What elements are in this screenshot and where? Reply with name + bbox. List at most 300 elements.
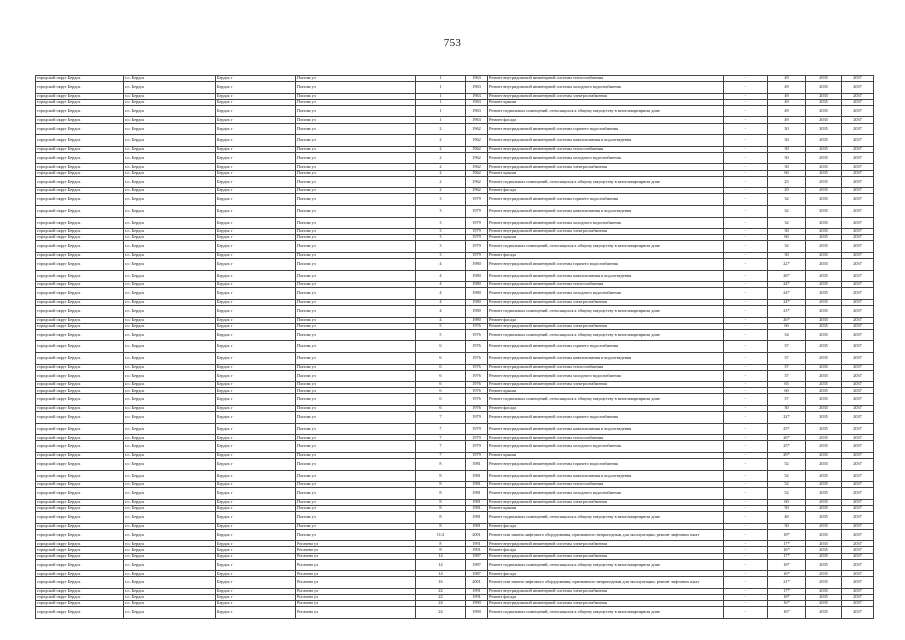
dash-cell: - bbox=[724, 423, 768, 435]
dash-cell: - bbox=[724, 105, 768, 117]
street-cell: Попова ул bbox=[296, 99, 416, 105]
district-cell: городской округ Бердск bbox=[36, 305, 124, 317]
street-cell: Попова ул bbox=[296, 305, 416, 317]
house-number-cell: 8 bbox=[416, 512, 466, 524]
end-year-cell: 2037 bbox=[842, 299, 874, 305]
settlement-cell: г.о. Бердск bbox=[124, 135, 216, 147]
settlement-cell: г.о. Бердск bbox=[124, 423, 216, 435]
start-year-cell: 2035 bbox=[806, 459, 842, 471]
build-year-cell: 1990 bbox=[466, 601, 488, 607]
dash-cell: - bbox=[724, 547, 768, 553]
end-year-cell: 2037 bbox=[842, 170, 874, 176]
town-cell: Бердск г bbox=[216, 595, 296, 601]
town-cell: Бердск г bbox=[216, 105, 296, 117]
cost-cell: 16* bbox=[768, 607, 806, 619]
start-year-cell: 2035 bbox=[806, 577, 842, 589]
town-cell: Бердск г bbox=[216, 523, 296, 529]
district-cell: городской округ Бердск bbox=[36, 547, 124, 553]
street-cell: Попова ул bbox=[296, 352, 416, 364]
build-year-cell: 1962 bbox=[466, 188, 488, 194]
street-cell: Попова ул bbox=[296, 152, 416, 164]
house-number-cell: 1 bbox=[416, 76, 466, 82]
dash-cell: - bbox=[724, 288, 768, 300]
cost-cell: 60 bbox=[768, 323, 806, 329]
end-year-cell: 2037 bbox=[842, 388, 874, 394]
work-type-cell: Ремонт внутридомовой инженерной системы холодного водоснабжения bbox=[488, 441, 724, 453]
start-year-cell: 2035 bbox=[806, 607, 842, 619]
street-cell: Рогачева ул bbox=[296, 553, 416, 559]
work-type-cell: Ремонт внутридомовой инженерной системы теплоснабжения bbox=[488, 364, 724, 370]
work-type-cell: Ремонт фасада bbox=[488, 571, 724, 577]
district-cell: городской округ Бердск bbox=[36, 329, 124, 341]
house-number-cell: 6 bbox=[416, 388, 466, 394]
house-number-cell: 2 bbox=[416, 170, 466, 176]
district-cell: городской округ Бердск bbox=[36, 76, 124, 82]
house-number-cell: 3 bbox=[416, 235, 466, 241]
start-year-cell: 2035 bbox=[806, 470, 842, 482]
dash-cell: - bbox=[724, 241, 768, 253]
district-cell: городской округ Бердск bbox=[36, 499, 124, 505]
street-cell: Попова ул bbox=[296, 82, 416, 94]
cost-cell: 16* bbox=[768, 547, 806, 553]
house-number-cell: 4 bbox=[416, 288, 466, 300]
district-cell: городской округ Бердск bbox=[36, 176, 124, 188]
build-year-cell: 1976 bbox=[466, 405, 488, 411]
house-number-cell: 6 bbox=[416, 394, 466, 406]
build-year-cell: 1979 bbox=[466, 235, 488, 241]
town-cell: Бердск г bbox=[216, 270, 296, 282]
build-year-cell: 1976 bbox=[466, 382, 488, 388]
build-year-cell: 1987 bbox=[466, 571, 488, 577]
settlement-cell: г.о. Бердск bbox=[124, 547, 216, 553]
cost-cell: 30 bbox=[768, 152, 806, 164]
town-cell: Бердск г bbox=[216, 571, 296, 577]
end-year-cell: 2037 bbox=[842, 99, 874, 105]
work-type-cell: Ремонт внутридомовой инженерной системы теплоснабжения bbox=[488, 282, 724, 288]
house-number-cell: 7 bbox=[416, 441, 466, 453]
end-year-cell: 2037 bbox=[842, 282, 874, 288]
build-year-cell: 2001 bbox=[466, 529, 488, 541]
start-year-cell: 2035 bbox=[806, 235, 842, 241]
build-year-cell: 1979 bbox=[466, 241, 488, 253]
build-year-cell: 1987 bbox=[466, 553, 488, 559]
district-cell: городской округ Бердск bbox=[36, 459, 124, 471]
settlement-cell: г.о. Бердск bbox=[124, 382, 216, 388]
end-year-cell: 2037 bbox=[842, 523, 874, 529]
street-cell: Попова ул bbox=[296, 170, 416, 176]
start-year-cell: 2035 bbox=[806, 352, 842, 364]
dash-cell: - bbox=[724, 506, 768, 512]
district-cell: городской округ Бердск bbox=[36, 317, 124, 323]
town-cell: Бердск г bbox=[216, 452, 296, 458]
table-row bbox=[36, 607, 874, 619]
dash-cell: - bbox=[724, 164, 768, 170]
cost-cell: 21* bbox=[768, 577, 806, 589]
build-year-cell: 1976 bbox=[466, 388, 488, 394]
build-year-cell: 1962 bbox=[466, 176, 488, 188]
town-cell: Бердск г bbox=[216, 117, 296, 123]
dash-cell: - bbox=[724, 388, 768, 394]
settlement-cell: г.о. Бердск bbox=[124, 176, 216, 188]
work-type-cell: Ремонт внутридомовой инженерной системы электроснабжения bbox=[488, 601, 724, 607]
end-year-cell: 2037 bbox=[842, 553, 874, 559]
table-row bbox=[36, 529, 874, 541]
dash-cell: - bbox=[724, 93, 768, 99]
work-type-cell: Ремонт подвальных помещений, относящихся к общему имуществу в многоквартирном доме bbox=[488, 241, 724, 253]
table-row bbox=[36, 176, 874, 188]
start-year-cell: 2035 bbox=[806, 595, 842, 601]
dash-cell: - bbox=[724, 252, 768, 258]
house-number-cell: 1 bbox=[416, 93, 466, 99]
table-row bbox=[36, 135, 874, 147]
work-type-cell: Ремонт внутридомовой инженерной системы холодного водоснабжения bbox=[488, 82, 724, 94]
settlement-cell: г.о. Бердск bbox=[124, 146, 216, 152]
settlement-cell: г.о. Бердск bbox=[124, 529, 216, 541]
settlement-cell: г.о. Бердск bbox=[124, 441, 216, 453]
town-cell: Бердск г bbox=[216, 217, 296, 229]
cost-cell: 20 bbox=[768, 188, 806, 194]
work-type-cell: Ремонт подвальных помещений, относящихся к общему имуществу в многоквартирном доме bbox=[488, 394, 724, 406]
table-row bbox=[36, 412, 874, 424]
settlement-cell: г.о. Бердск bbox=[124, 194, 216, 206]
build-year-cell: 1979 bbox=[466, 423, 488, 435]
work-type-cell: Ремонт крыши bbox=[488, 388, 724, 394]
street-cell: Попова ул bbox=[296, 499, 416, 505]
town-cell: Бердск г bbox=[216, 164, 296, 170]
end-year-cell: 2037 bbox=[842, 506, 874, 512]
cost-cell: 25 bbox=[768, 176, 806, 188]
build-year-cell: 1963 bbox=[466, 82, 488, 94]
settlement-cell: г.о. Бердск bbox=[124, 258, 216, 270]
settlement-cell: г.о. Бердск bbox=[124, 188, 216, 194]
town-cell: Бердск г bbox=[216, 607, 296, 619]
street-cell: Попова ул bbox=[296, 412, 416, 424]
town-cell: Бердск г bbox=[216, 559, 296, 571]
build-year-cell: 1980 bbox=[466, 305, 488, 317]
town-cell: Бердск г bbox=[216, 506, 296, 512]
district-cell: городской округ Бердск bbox=[36, 388, 124, 394]
dash-cell: - bbox=[724, 588, 768, 594]
town-cell: Бердск г bbox=[216, 299, 296, 305]
settlement-cell: г.о. Бердск bbox=[124, 506, 216, 512]
house-number-cell: 16 bbox=[416, 577, 466, 589]
dash-cell: - bbox=[724, 176, 768, 188]
work-type-cell: Ремонт внутридомовой инженерной системы теплоснабжения bbox=[488, 482, 724, 488]
street-cell: Попова ул bbox=[296, 441, 416, 453]
cost-cell: 22* bbox=[768, 258, 806, 270]
build-year-cell: 1981 bbox=[466, 512, 488, 524]
dash-cell: - bbox=[724, 299, 768, 305]
settlement-cell: г.о. Бердск bbox=[124, 317, 216, 323]
house-number-cell: 8 bbox=[416, 459, 466, 471]
start-year-cell: 2035 bbox=[806, 529, 842, 541]
dash-cell: - bbox=[724, 595, 768, 601]
end-year-cell: 2037 bbox=[842, 588, 874, 594]
district-cell: городской округ Бердск bbox=[36, 541, 124, 547]
house-number-cell: 24 bbox=[416, 601, 466, 607]
start-year-cell: 2035 bbox=[806, 499, 842, 505]
table-row bbox=[36, 258, 874, 270]
dash-cell: - bbox=[724, 188, 768, 194]
work-type-cell: Ремонт подвальных помещений, относящихся к общему имуществу в многоквартирном доме bbox=[488, 105, 724, 117]
settlement-cell: г.о. Бердск bbox=[124, 601, 216, 607]
end-year-cell: 2037 bbox=[842, 435, 874, 441]
cost-cell: 49 bbox=[768, 117, 806, 123]
town-cell: Бердск г bbox=[216, 601, 296, 607]
district-cell: городской округ Бердск bbox=[36, 188, 124, 194]
district-cell: городской округ Бердск bbox=[36, 82, 124, 94]
start-year-cell: 2035 bbox=[806, 229, 842, 235]
district-cell: городской округ Бердск bbox=[36, 588, 124, 594]
street-cell: Попова ул bbox=[296, 93, 416, 99]
cost-cell: 37 bbox=[768, 364, 806, 370]
street-cell: Попова ул bbox=[296, 252, 416, 258]
end-year-cell: 2037 bbox=[842, 412, 874, 424]
town-cell: Бердск г bbox=[216, 241, 296, 253]
settlement-cell: г.о. Бердск bbox=[124, 217, 216, 229]
district-cell: городской округ Бердск bbox=[36, 412, 124, 424]
work-type-cell: Ремонт внутридомовой инженерной системы электроснабжения bbox=[488, 323, 724, 329]
town-cell: Бердск г bbox=[216, 288, 296, 300]
district-cell: городской округ Бердск bbox=[36, 93, 124, 99]
start-year-cell: 2035 bbox=[806, 412, 842, 424]
town-cell: Бердск г bbox=[216, 364, 296, 370]
end-year-cell: 2037 bbox=[842, 459, 874, 471]
settlement-cell: г.о. Бердск bbox=[124, 164, 216, 170]
end-year-cell: 2037 bbox=[842, 235, 874, 241]
start-year-cell: 2035 bbox=[806, 488, 842, 500]
settlement-cell: г.о. Бердск bbox=[124, 229, 216, 235]
district-cell: городской округ Бердск bbox=[36, 571, 124, 577]
town-cell: Бердск г bbox=[216, 512, 296, 524]
town-cell: Бердск г bbox=[216, 441, 296, 453]
build-year-cell: 1962 bbox=[466, 164, 488, 170]
district-cell: городской округ Бердск bbox=[36, 241, 124, 253]
house-number-cell: 2 bbox=[416, 135, 466, 147]
settlement-cell: г.о. Бердск bbox=[124, 588, 216, 594]
start-year-cell: 2035 bbox=[806, 305, 842, 317]
start-year-cell: 2035 bbox=[806, 282, 842, 288]
start-year-cell: 2035 bbox=[806, 117, 842, 123]
cost-cell: 49 bbox=[768, 99, 806, 105]
town-cell: Бердск г bbox=[216, 170, 296, 176]
town-cell: Бердск г bbox=[216, 205, 296, 217]
house-number-cell: 8 bbox=[416, 499, 466, 505]
town-cell: Бердск г bbox=[216, 229, 296, 235]
build-year-cell: 1963 bbox=[466, 93, 488, 99]
town-cell: Бердск г bbox=[216, 553, 296, 559]
build-year-cell: 1981 bbox=[466, 488, 488, 500]
district-cell: городской округ Бердск bbox=[36, 170, 124, 176]
house-number-cell: 1 bbox=[416, 99, 466, 105]
settlement-cell: г.о. Бердск bbox=[124, 241, 216, 253]
district-cell: городской округ Бердск bbox=[36, 152, 124, 164]
cost-cell: 49 bbox=[768, 82, 806, 94]
district-cell: городской округ Бердск bbox=[36, 595, 124, 601]
house-number-cell: 7 bbox=[416, 423, 466, 435]
cost-cell: 52 bbox=[768, 470, 806, 482]
street-cell: Попова ул bbox=[296, 123, 416, 135]
street-cell: Попова ул bbox=[296, 364, 416, 370]
start-year-cell: 2035 bbox=[806, 205, 842, 217]
end-year-cell: 2037 bbox=[842, 482, 874, 488]
start-year-cell: 2035 bbox=[806, 152, 842, 164]
district-cell: городской округ Бердск bbox=[36, 205, 124, 217]
district-cell: городской округ Бердск bbox=[36, 217, 124, 229]
work-type-cell: Ремонт внутридомовой инженерной системы электроснабжения bbox=[488, 299, 724, 305]
start-year-cell: 2035 bbox=[806, 241, 842, 253]
dash-cell: - bbox=[724, 512, 768, 524]
town-cell: Бердск г bbox=[216, 258, 296, 270]
work-type-cell: Ремонт внутридомовой инженерной системы электроснабжения bbox=[488, 382, 724, 388]
table-row bbox=[36, 352, 874, 364]
end-year-cell: 2037 bbox=[842, 499, 874, 505]
cost-cell: 24* bbox=[768, 288, 806, 300]
end-year-cell: 2037 bbox=[842, 117, 874, 123]
work-type-cell: Ремонт внутридомовой инженерной системы электроснабжения bbox=[488, 229, 724, 235]
dash-cell: - bbox=[724, 370, 768, 382]
table-row bbox=[36, 241, 874, 253]
cost-cell: 37 bbox=[768, 352, 806, 364]
town-cell: Бердск г bbox=[216, 541, 296, 547]
end-year-cell: 2037 bbox=[842, 370, 874, 382]
end-year-cell: 2037 bbox=[842, 317, 874, 323]
house-number-cell: 1 bbox=[416, 82, 466, 94]
street-cell: Рогачева ул bbox=[296, 547, 416, 553]
house-number-cell: 1 bbox=[416, 117, 466, 123]
town-cell: Бердск г bbox=[216, 388, 296, 394]
dash-cell: - bbox=[724, 523, 768, 529]
start-year-cell: 2035 bbox=[806, 452, 842, 458]
cost-cell: 30 bbox=[768, 405, 806, 411]
street-cell: Попова ул bbox=[296, 529, 416, 541]
house-number-cell: 4 bbox=[416, 270, 466, 282]
settlement-cell: г.о. Бердск bbox=[124, 607, 216, 619]
cost-cell: 30 bbox=[768, 146, 806, 152]
dash-cell: - bbox=[724, 435, 768, 441]
settlement-cell: г.о. Бердск bbox=[124, 488, 216, 500]
town-cell: Бердск г bbox=[216, 394, 296, 406]
dash-cell: - bbox=[724, 170, 768, 176]
cost-cell: 16* bbox=[768, 571, 806, 577]
dash-cell: - bbox=[724, 482, 768, 488]
end-year-cell: 2037 bbox=[842, 405, 874, 411]
district-cell: городской округ Бердск bbox=[36, 435, 124, 441]
settlement-cell: г.о. Бердск bbox=[124, 571, 216, 577]
settlement-cell: г.о. Бердск bbox=[124, 470, 216, 482]
table-row bbox=[36, 441, 874, 453]
settlement-cell: г.о. Бердск bbox=[124, 252, 216, 258]
build-year-cell: 1981 bbox=[466, 482, 488, 488]
end-year-cell: 2037 bbox=[842, 252, 874, 258]
district-cell: городской округ Бердск bbox=[36, 452, 124, 458]
district-cell: городской округ Бердск bbox=[36, 146, 124, 152]
start-year-cell: 2035 bbox=[806, 435, 842, 441]
table-row bbox=[36, 288, 874, 300]
work-type-cell: Ремонт внутридомовой инженерной системы канализования и водоотведения bbox=[488, 135, 724, 147]
dash-cell: - bbox=[724, 329, 768, 341]
build-year-cell: 1962 bbox=[466, 123, 488, 135]
district-cell: городской округ Бердск bbox=[36, 512, 124, 524]
district-cell: городской округ Бердск bbox=[36, 229, 124, 235]
start-year-cell: 2035 bbox=[806, 482, 842, 488]
district-cell: городской округ Бердск bbox=[36, 370, 124, 382]
end-year-cell: 2037 bbox=[842, 135, 874, 147]
district-cell: городской округ Бердск bbox=[36, 252, 124, 258]
build-year-cell: 1987 bbox=[466, 559, 488, 571]
house-number-cell: 14 bbox=[416, 553, 466, 559]
dash-cell: - bbox=[724, 99, 768, 105]
dash-cell: - bbox=[724, 577, 768, 589]
street-cell: Попова ул bbox=[296, 459, 416, 471]
cost-cell: 49 bbox=[768, 76, 806, 82]
end-year-cell: 2037 bbox=[842, 441, 874, 453]
build-year-cell: 1991 bbox=[466, 547, 488, 553]
table-row bbox=[36, 341, 874, 353]
town-cell: Бердск г bbox=[216, 341, 296, 353]
house-number-cell: 14 bbox=[416, 559, 466, 571]
work-type-cell: Ремонт внутридомовой инженерной системы горячего водоснабжения bbox=[488, 123, 724, 135]
end-year-cell: 2037 bbox=[842, 512, 874, 524]
house-number-cell: 6 bbox=[416, 352, 466, 364]
end-year-cell: 2037 bbox=[842, 229, 874, 235]
start-year-cell: 2035 bbox=[806, 541, 842, 547]
cost-cell: 49 bbox=[768, 93, 806, 99]
settlement-cell: г.о. Бердск bbox=[124, 370, 216, 382]
work-type-cell: Ремонт внутридомовой инженерной системы теплоснабжения bbox=[488, 435, 724, 441]
end-year-cell: 2037 bbox=[842, 529, 874, 541]
street-cell: Попова ул bbox=[296, 488, 416, 500]
cost-cell: 60 bbox=[768, 235, 806, 241]
settlement-cell: г.о. Бердск bbox=[124, 541, 216, 547]
end-year-cell: 2037 bbox=[842, 577, 874, 589]
start-year-cell: 2035 bbox=[806, 299, 842, 305]
street-cell: Попова ул bbox=[296, 194, 416, 206]
settlement-cell: г.о. Бердск bbox=[124, 388, 216, 394]
cost-cell: 18* bbox=[768, 529, 806, 541]
district-cell: городской округ Бердск bbox=[36, 523, 124, 529]
end-year-cell: 2037 bbox=[842, 288, 874, 300]
end-year-cell: 2037 bbox=[842, 423, 874, 435]
work-type-cell: Ремонт внутридомовой инженерной системы холодного водоснабжения bbox=[488, 152, 724, 164]
cost-cell: 24* bbox=[768, 299, 806, 305]
end-year-cell: 2037 bbox=[842, 217, 874, 229]
work-type-cell: Ремонт внутридомовой инженерной системы холодного водоснабжения bbox=[488, 217, 724, 229]
house-number-cell: 6 bbox=[416, 405, 466, 411]
build-year-cell: 1979 bbox=[466, 217, 488, 229]
settlement-cell: г.о. Бердск bbox=[124, 452, 216, 458]
table-row bbox=[36, 194, 874, 206]
work-type-cell: Ремонт фасада bbox=[488, 117, 724, 123]
cost-cell: 17* bbox=[768, 541, 806, 547]
street-cell: Попова ул bbox=[296, 423, 416, 435]
street-cell: Рогачева ул bbox=[296, 541, 416, 547]
district-cell: городской округ Бердск bbox=[36, 529, 124, 541]
work-type-cell: Ремонт внутридомовой инженерной системы электроснабжения bbox=[488, 588, 724, 594]
house-number-cell: 11/2 bbox=[416, 529, 466, 541]
district-cell: городской округ Бердск bbox=[36, 382, 124, 388]
cost-cell: 37 bbox=[768, 341, 806, 353]
settlement-cell: г.о. Бердск bbox=[124, 99, 216, 105]
street-cell: Попова ул bbox=[296, 288, 416, 300]
work-type-cell: Ремонт подвальных помещений, относящихся к общему имуществу в многоквартирном доме bbox=[488, 305, 724, 317]
cost-cell: 26* bbox=[768, 435, 806, 441]
dash-cell: - bbox=[724, 305, 768, 317]
work-type-cell: Ремонт фасада bbox=[488, 595, 724, 601]
house-number-cell: 7 bbox=[416, 435, 466, 441]
work-type-cell: Ремонт внутридомовой инженерной системы электроснабжения bbox=[488, 93, 724, 99]
end-year-cell: 2037 bbox=[842, 541, 874, 547]
